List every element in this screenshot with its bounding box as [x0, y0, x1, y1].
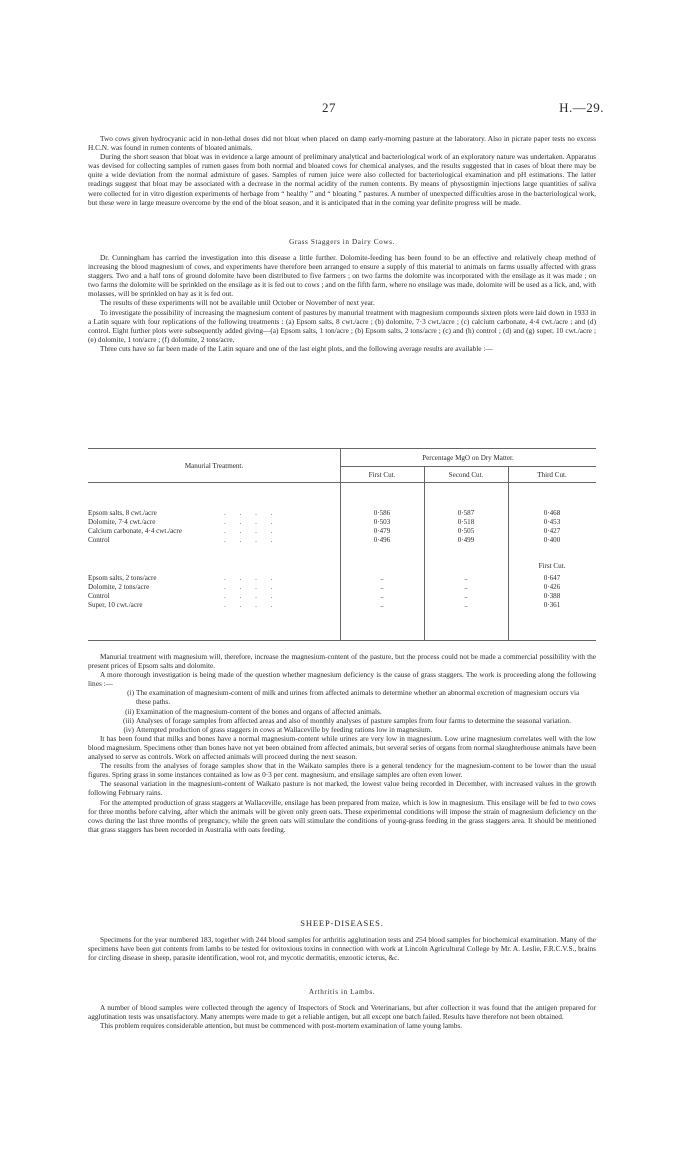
cell-second-cut: 0·518 — [457, 518, 475, 526]
page-number: 27 — [322, 100, 336, 115]
cell-first-cut: 0·496 — [373, 536, 391, 544]
cell-second-cut: .. — [464, 583, 468, 591]
paragraph: For the attempted production of grass staggers at Wallaceville, ensilage has been prepared from maize, which is low in magnesium. This ensilage will be fed to two cows for three months before calving, after which the animals will be given only green oats. These experimental conditions will impose the strain of magnesium deficiency on the cows during the last three months of pregnancy, while the green oats will stimulate the conditions of young-grass feeding in the grass staggers area. It should be mentioned that grass staggers has been recorded in Australia with oats feeding. — [88, 797, 596, 834]
section-heading: Grass Staggers in Dairy Cows. — [289, 238, 395, 246]
table-header-rule — [88, 482, 596, 483]
list-item — [88, 707, 596, 716]
list-number: (i) — [127, 688, 134, 698]
list-item — [88, 716, 596, 725]
cell-second-cut: .. — [464, 592, 468, 600]
after-table-section — [88, 652, 596, 834]
dot-leader: . . . . — [224, 574, 279, 582]
list-text: Attempted production of grass staggers in cows at Wallaceville by feeding rations low in magnesium. — [136, 724, 433, 734]
cell-first-cut: .. — [380, 592, 384, 600]
cell-third-cut: 0·400 — [543, 536, 561, 544]
cell-second-cut: .. — [464, 574, 468, 582]
section-heading: SHEEP-DISEASES. — [300, 918, 384, 928]
dot-leader: . . . . — [224, 527, 279, 535]
paragraph: Dr. Cunningham has carried the investigation into this disease a little further. Dolomite-feeding has been found to be an effective and relatively cheap method of increasing the blood magnesium of cows, and experiments have therefore been arranged to ensure a supply of this material to animals on farms usually affected with grass staggers. Two and a half tons of ground dolomite have been distributed to five farmers ; on two farms the dolomite was incorporated with the ensilage as it was made ; on two farms the dolomite will be sprinkled on the ensilage as it is fed out to cows ; and on the fifth farm, where no ensilage was made, dolomite will be used as a lick, and, with molasses, will be sprinkled on hay as it is fed out. — [88, 253, 596, 299]
cell-first-cut: 0·586 — [373, 509, 391, 517]
group2-subheading: First Cut. — [538, 562, 566, 570]
cell-third-cut: 0·647 — [543, 574, 561, 582]
cell-first-cut: 0·479 — [373, 527, 391, 535]
paragraph: Specimens for the year numbered 183, together with 244 blood samples for arthritis agglutination tests and 254 blood samples for biochemical examination. Many of the specimens have been gut contents from lambs to be tested for ovitoxious toxins in connection with work at Lincoln Agricultural College by Mr. A. Leslie, F.R.C.V.S., brains for circling disease in sheep, parasite identification, wool rot, and mycotic dermatitis, enzootic icterus, &c. — [88, 935, 596, 963]
list-item — [88, 725, 596, 734]
row-treatment: Control — [88, 592, 110, 600]
dot-leader: . . . . — [224, 536, 279, 544]
paragraph: Three cuts have so far been made of the Latin square and one of the last eight plots, and the following average results are available :— — [100, 343, 493, 353]
document-reference: H.—29. — [559, 100, 604, 115]
cell-first-cut: .. — [380, 574, 384, 582]
intro-section — [88, 134, 596, 207]
list-text: The examination of magnesium-content of milk and urines from affected animals to determine whether an abnormal excretion of magnesium occurs via these paths. — [136, 688, 580, 707]
list-number: (iv) — [123, 724, 134, 734]
cell-second-cut: .. — [464, 601, 468, 609]
dot-leader: . . . . — [224, 592, 279, 600]
cell-third-cut: 0·361 — [543, 601, 561, 609]
sheep-diseases-section — [88, 918, 596, 962]
paragraph: To investigate the possibility of increasing the magnesium content of pastures by manurial treatment with magnesium compounds sixteen plots were laid down in 1933 in a Latin square with four replications of the following treatments : (a) Epsom salts, 8 cwt./acre ; (b) dolomite, 7·3 cwt./acre ; (c) calcium carbonate, 4·4 cwt./acre ; and (d) control. Eight further plots were subsequently added giving—(a) Epsom salts, 1 ton/acre ; (b) Epsom salts, 2 tons/acre ; (c) and (h) control ; (d) and (g) super, 10 cwt./acre ; (e) dolomite, 1 ton/acre ; (f) dolomite, 2 tons/acre. — [88, 307, 596, 344]
paragraph: During the short season that bloat was in evidence a large amount of preliminary analytical and bacteriological work of an exploratory nature was undertaken. Apparatus was devised for collecting samples of rumen gases from both normal and bloated cows for chemical analyses, and the results suggested that in cases of bloat there may be quite a wide deviation from the normal admixture of gases. Samples of rumen juice were also collected for bacteriological examination and pH estimations. The latter readings suggest that bloat may be associated with a decrease in the normal acidity of the rumen contents. By means of physostigmin injections large quantities of saliva were collected for in vitro digestion experiments of herbage from “ healthy ” and “ bloating ” pastures. A number of unexpected difficulties arose in the bacteriological work, but these were in large measure overcome by the end of the bloat season, and it is anticipated that in the coming year definite progress will be made. — [88, 152, 596, 207]
dot-leader: . . . . — [224, 601, 279, 609]
column-group-header: Percentage MgO on Dry Matter. — [422, 454, 514, 462]
column-header-second-cut: Second Cut. — [448, 471, 484, 479]
table-divider — [424, 466, 425, 640]
grass-staggers-section — [88, 238, 596, 353]
paragraph: It has been found that milks and bones have a normal magnesium-content while urines are very low in magnesium. Low urine magnesium correlates well with the low blood magnesium. Specimens other than bones have not yet been obtained from affected animals, but several series of organs from normal slaughterhouse animals have been analysed to serve as controls. Work on affected animals will proceed during the next season. — [88, 733, 596, 762]
paragraph: A more thorough investigation is being made of the question whether magnesium deficiency is the cause of grass staggers. The work is proceeding along the following lines :— — [88, 670, 596, 689]
paragraph: Manurial treatment with magnesium will, therefore, increase the magnesium-content of the pasture, but the process could not be made a commercial possibility with the present prices of Epsom salts and dolomite. — [88, 652, 596, 671]
dot-leader: . . . . — [224, 518, 279, 526]
row-treatment: Dolomite, 2 tons/acre — [88, 583, 150, 591]
paragraph: The seasonal variation in the magnesium-content of Waikato pasture is not marked, the lowest value being recorded in December, with increased values in the growth following February rains. — [88, 779, 596, 798]
cell-third-cut: 0·468 — [543, 509, 561, 517]
cell-first-cut: 0·503 — [373, 518, 391, 526]
row-treatment: Epsom salts, 8 cwt./acre — [88, 509, 157, 517]
paragraph: Two cows given hydrocyanic acid in non-lethal doses did not bloat when placed on damp early-morning pasture at the laboratory. Also in picrate paper tests no excess H.C.N. was found in rumen contents of bloated animals. — [88, 134, 596, 153]
arthritis-section — [88, 988, 596, 1030]
section-heading: Arthritis in Lambs. — [308, 988, 376, 996]
row-treatment: Calcium carbonate, 4·4 cwt./acre — [88, 527, 182, 535]
cell-first-cut: .. — [380, 583, 384, 591]
cell-first-cut: .. — [380, 601, 384, 609]
paragraph: This problem requires considerable attention, but must be commenced with post-mortem examination of lame young lambs. — [100, 1021, 463, 1031]
table-group-rule — [340, 466, 596, 467]
column-header-first-cut: First Cut. — [368, 471, 396, 479]
table-divider — [508, 466, 509, 640]
cell-second-cut: 0·505 — [457, 527, 475, 535]
cell-third-cut: 0·453 — [543, 518, 561, 526]
table-top-rule — [88, 448, 596, 449]
row-treatment: Control — [88, 536, 110, 544]
list-text: Examination of the magnesium-content of the bones and organs of affected animals. — [136, 706, 382, 716]
table-bottom-rule — [88, 640, 596, 641]
dot-leader: . . . . — [224, 583, 279, 591]
column-header-treatment: Manurial Treatment. — [184, 462, 244, 470]
list-number: (ii) — [125, 706, 134, 716]
cell-second-cut: 0·499 — [457, 536, 475, 544]
row-treatment: Super, 10 cwt./acre — [88, 601, 143, 609]
row-treatment: Epsom salts, 2 tons/acre — [88, 574, 157, 582]
paragraph: The results of these experiments will not be available until October or November of next year. — [100, 298, 375, 308]
list-text: Analyses of forage samples from affected areas and also of monthly analyses of pasture samples from four farms to determine the seasonal variation. — [136, 715, 571, 725]
list-number: (iii) — [123, 715, 134, 725]
cell-third-cut: 0·388 — [543, 592, 561, 600]
column-header-third-cut: Third Cut. — [537, 471, 567, 479]
magnesium-table — [88, 448, 596, 640]
list-item — [88, 688, 596, 706]
investigation-list — [88, 688, 596, 733]
row-treatment: Dolomite, 7·4 cwt./acre — [88, 518, 156, 526]
cell-third-cut: 0·426 — [543, 583, 561, 591]
cell-third-cut: 0·427 — [543, 527, 561, 535]
dot-leader: . . . . — [224, 509, 279, 517]
cell-second-cut: 0·587 — [457, 509, 475, 517]
paragraph: A number of blood samples were collected through the agency of Inspectors of Stock and Veterinarians, but after collection it was found that the antigen prepared for agglutination tests was unsatisfactory. Many attempts were made to get a reliable antigen, but all except one batch failed. Results have therefore not been obtained. — [88, 1003, 596, 1022]
paragraph: The results from the analyses of forage samples show that in the Waikato samples there is a general tendency for the magnesium-content to be lower than the usual figures. Spring grass in some instances contained as low as 0·3 per cent. magnesium, and ensilage samples are often even lower. — [88, 761, 596, 780]
